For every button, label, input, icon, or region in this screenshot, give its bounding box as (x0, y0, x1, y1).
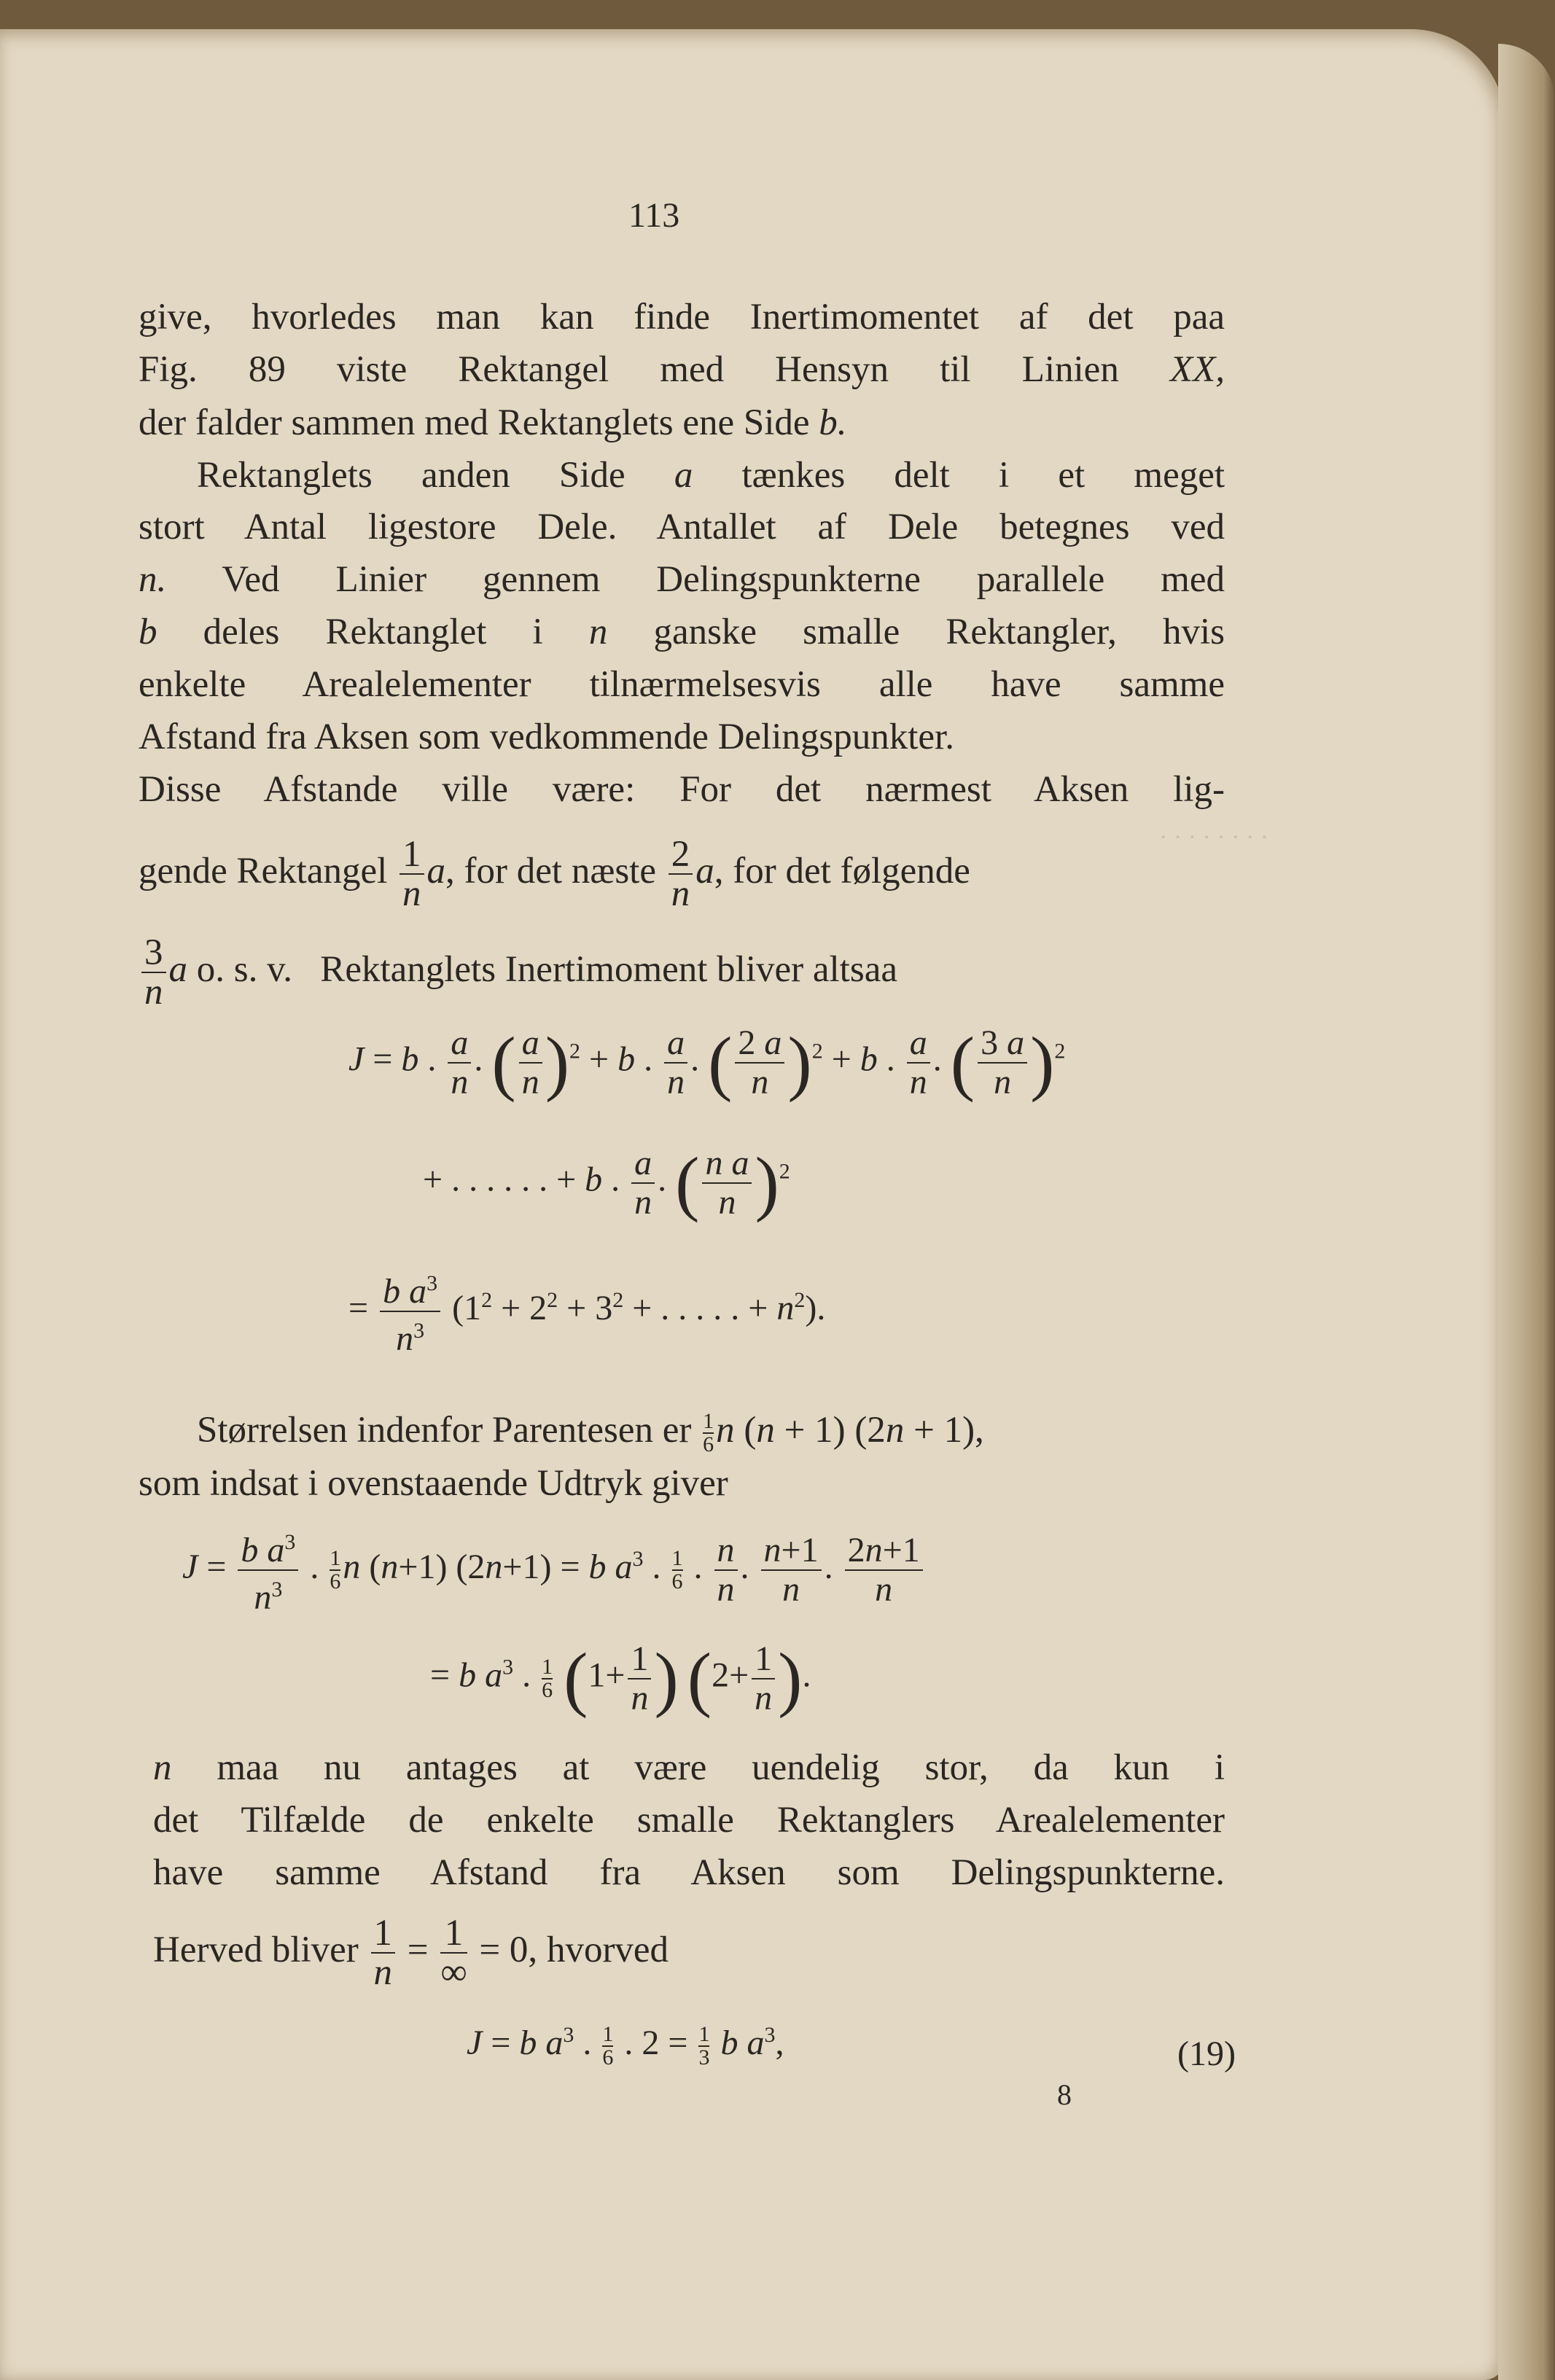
bleed-through-text: · · · · · · · · (1159, 824, 1269, 851)
text-line-9: Afstand fra Aksen som vedkommende Delingspunkter. (139, 717, 954, 757)
text-line-5: stort Antal ligestore Dele. Antallet af Dele betegnes ved (139, 507, 1225, 547)
text-line-2: Fig. 89 viste Rektangel med Hensyn til Linien XX, (139, 349, 1225, 390)
text-line-8: enkelte Arealelementer tilnærmelsesvis alle have samme (139, 664, 1225, 705)
text-line-17: have samme Afstand fra Aksen som Delingspunkterne. (153, 1852, 1225, 1893)
text-line-15: n maa nu antages at være uendelig stor, da kun i (153, 1747, 1225, 1788)
text-line-7: b deles Rektanglet i n ganske smalle Rektangler, hvis (139, 612, 1225, 652)
equation-j-final: J = b $a^3$ . $\frac{1}{6}$ . 2 = $\frac{1}{3}$ b $a^3$, (467, 2021, 784, 2069)
text-line-11: gende Rektangel $\frac{1}{n}$ a, for det næste $\frac{2}{n}$ a, for det følgende (139, 834, 970, 915)
equation-j-sum-2: + . . . . . . + b . $\frac{a}{n}$ . ( $\frac{\text{n a}}{n}$ )$^2$ (423, 1142, 790, 1223)
equation-j-sum-3: = $\frac{b a^3}{n^3}$ ($1^2 + 2^2 + 3^2$ + . . . . . + $n^2$). (348, 1265, 825, 1358)
equation-j-sum-1: J = b . $\frac{a}{n}$ . ( $\frac{a}{n}$ )$^2$ + b . $\frac{a}{n}$ . ( $\frac{2 a}{n}$ )$^2$ + b . $\frac{a}{n}$ . ( $\frac{3 a}{n}$ )$^2$ (348, 1022, 1066, 1103)
equation-number: (19) (1177, 2034, 1236, 2073)
text-line-1: give, hvorledes man kan finde Inertimomentet af det paa (139, 297, 1225, 338)
text-line-18: Herved bliver $\frac{1}{n}$ = $\frac{1}{\infty}$ = 0, hvorved (153, 1913, 669, 1994)
equation-j-product-1: J = $\frac{b a^3}{n^3}$ . $\frac{1}{6}$ n (n+1) (2n+1) = b $a^3$ . $\frac{1}{6}$ . $\frac{n}{n}$ . $\frac{n+1}{n}$ . $\frac{2n+1}{n}$ (182, 1523, 926, 1617)
text-line-16: det Tilfælde de enkelte smalle Rektanglers Arealelementer (153, 1800, 1225, 1841)
text-line-12: $\frac{3}{n}$ a o. s. v. Rektanglets Inertimoment bliver altsaa (139, 929, 1225, 1017)
text-line-6: n. Ved Linier gennem Delingspunkterne parallele med (139, 559, 1225, 600)
text-line-3: der falder sammen med Rektanglets ene Side b. (139, 402, 847, 443)
equation-j-product-2: = b $a^3$ . $\frac{1}{6}$ (1+ $\frac{1}{n}$ ) (2+ $\frac{1}{n}$ ). (430, 1638, 811, 1719)
signature-mark: 8 (1057, 2078, 1072, 2111)
text-line-13: Størrelsen indenfor Parentesen er $\frac{1}{6}$ n (n + 1) (2n + 1), (197, 1409, 984, 1457)
page-number: 113 (628, 196, 680, 235)
page-edge-stack (1498, 44, 1555, 2380)
text-line-14: som indsat i ovenstaaende Udtryk giver (139, 1463, 728, 1504)
text-line-10: Disse Afstande ville være: For det nærmest Aksen lig- (139, 769, 1225, 810)
text-line-4: Rektanglets anden Side a tænkes delt i et meget (197, 455, 1225, 496)
